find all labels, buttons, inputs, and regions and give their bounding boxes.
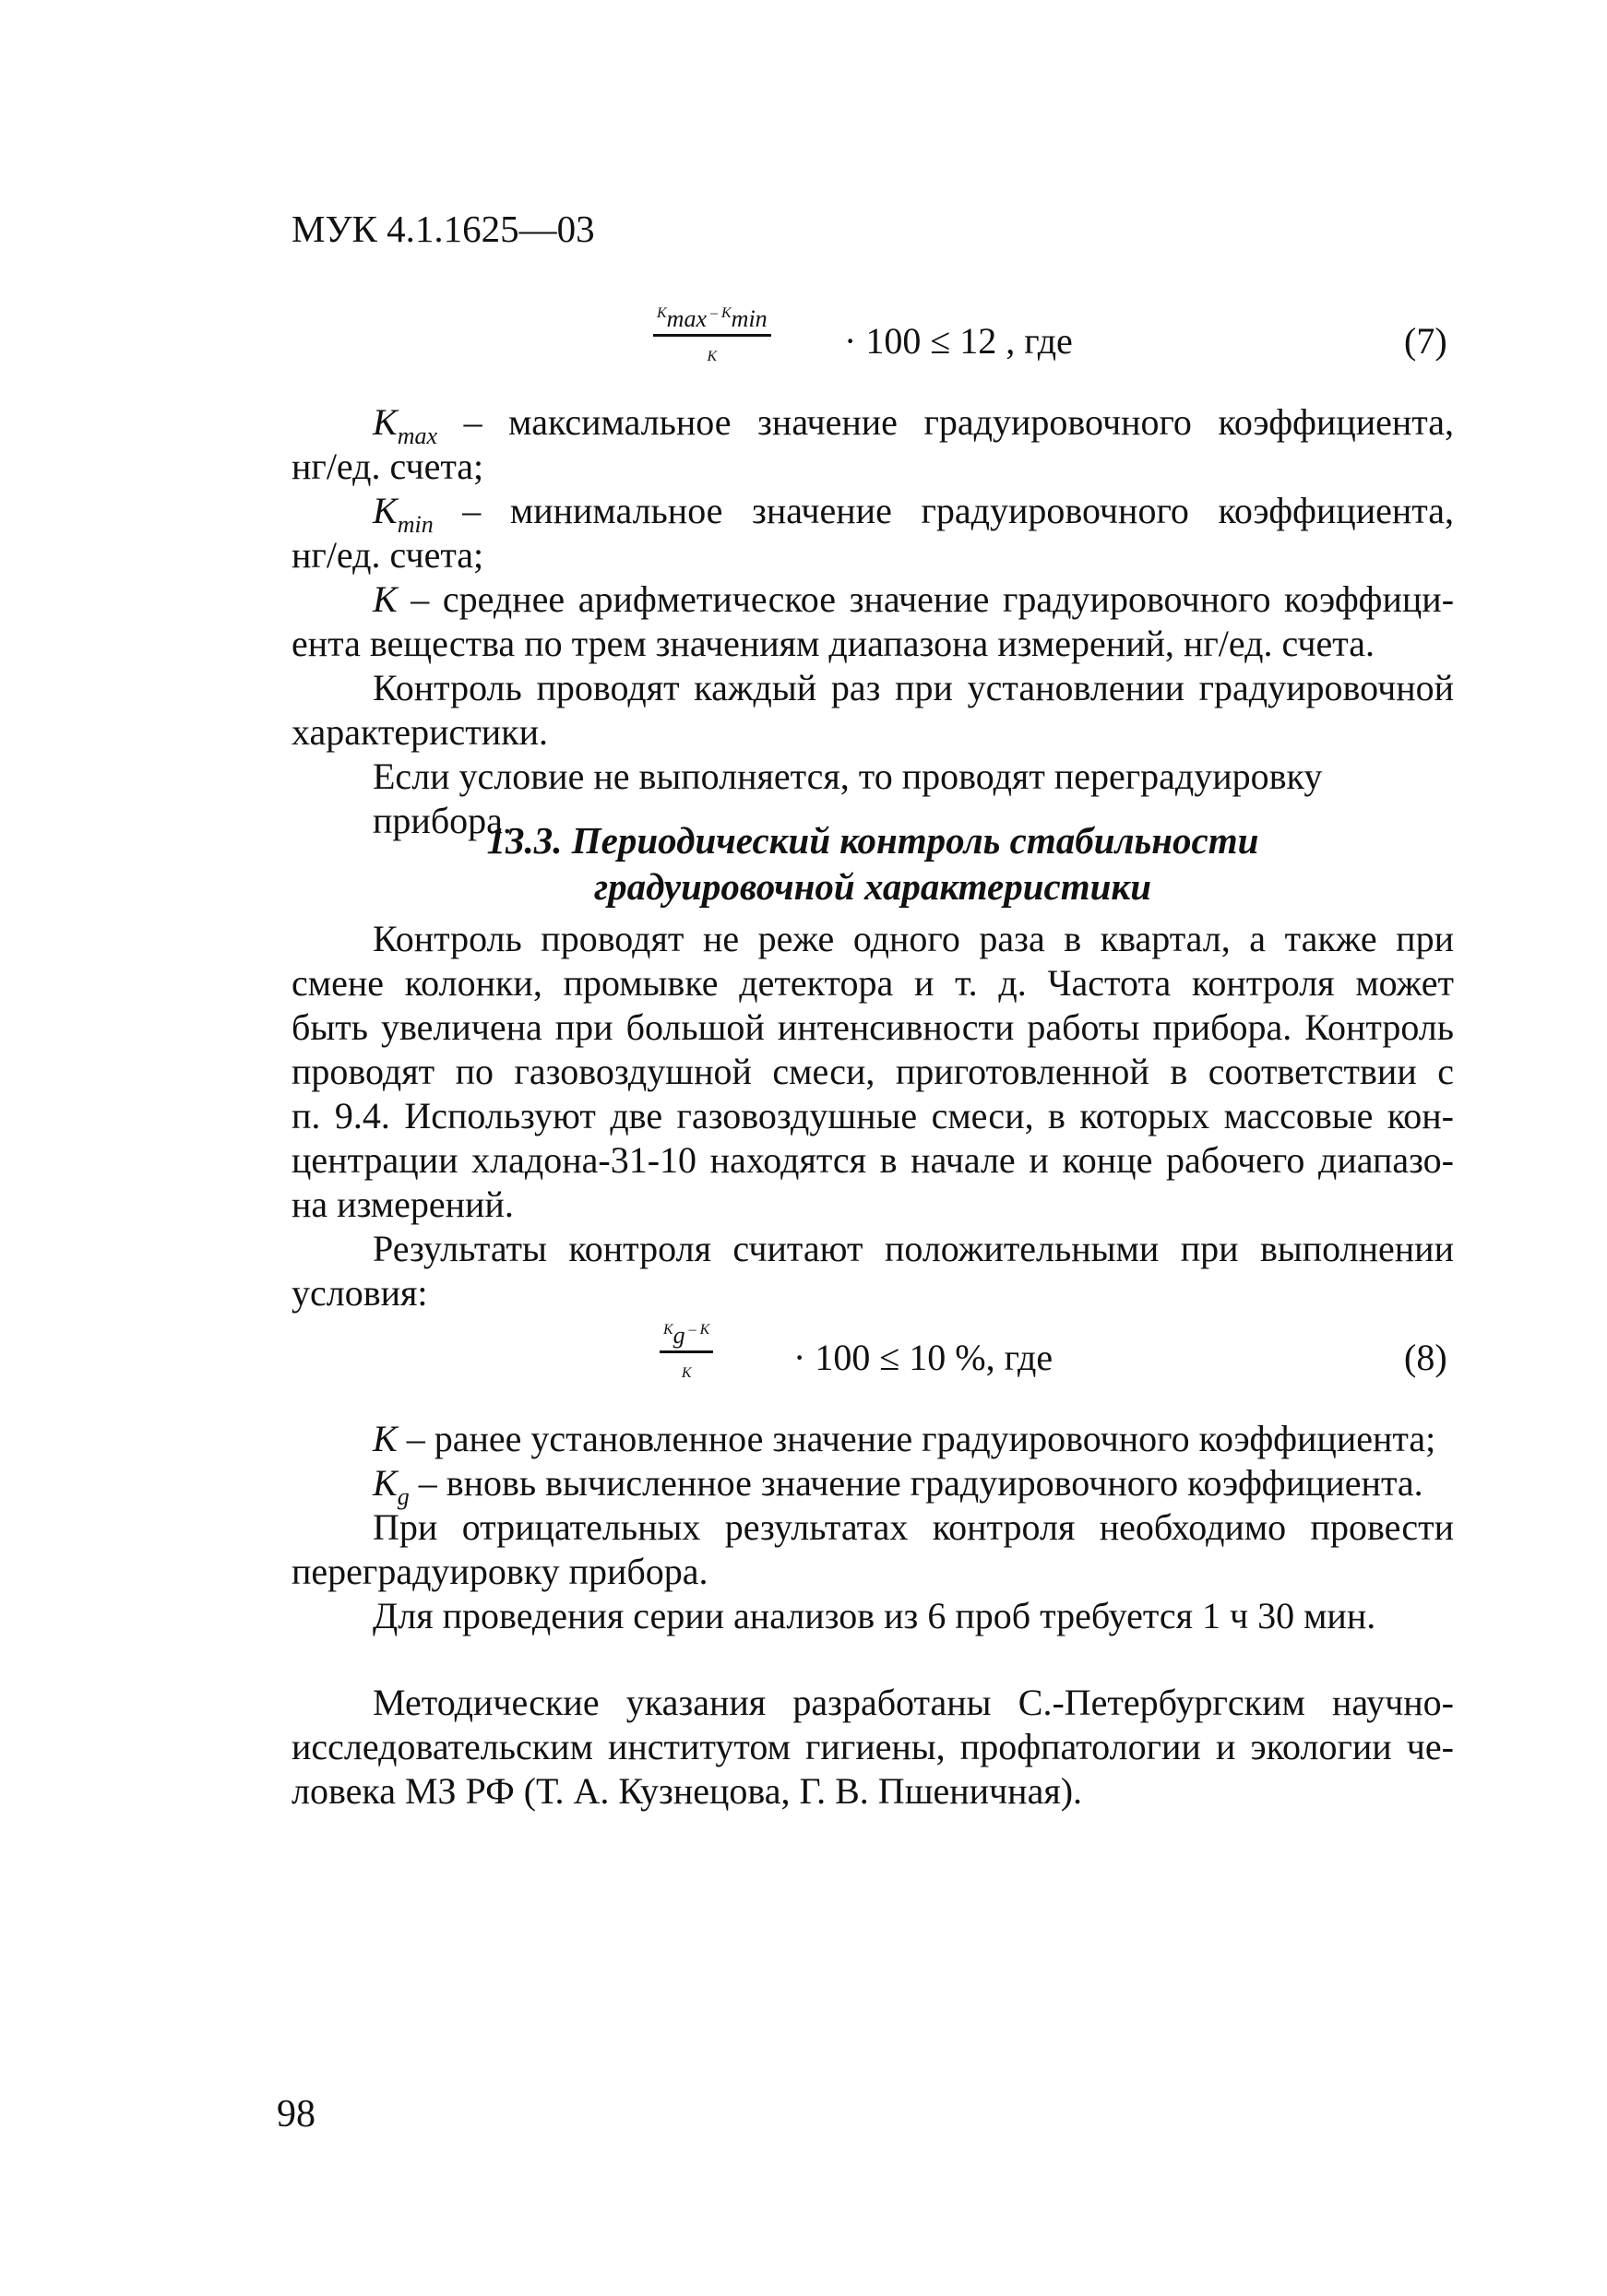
para4-line1: Результаты контроля считают положительными при выполнении (373, 1228, 1454, 1269)
section-heading-line2: градуировочной характеристики (593, 865, 1151, 908)
section-heading-line1: 13.3. Периодический контроль стабильности (486, 819, 1259, 862)
def-kmin-unit: нг/ед. счета; (292, 534, 484, 576)
def-k-line1: K – среднее арифметическое значение градуировочного коэффици- (373, 578, 1455, 620)
formula-8-numerator: $K_g$ – K (660, 1310, 713, 1353)
para4-line2: условия: (292, 1272, 428, 1314)
footer-note-line: ловека МЗ РФ (Т. А. Кузнецова, Г. В. Пшеничная). (292, 1770, 1083, 1812)
page-number: 98 (277, 2093, 315, 2135)
formula-8-fraction (660, 1310, 713, 1394)
formula-8-rhs: · 100 ≤ 10 %, где (793, 1337, 1053, 1378)
formula-7-number: (7) (1404, 320, 1447, 362)
para3-line: п. 9.4. Используют две газовоздушные смеси, в которых массовые кон- (292, 1095, 1454, 1136)
formula-7-rhs: · 100 ≤ 12 , где (844, 320, 1073, 362)
document-code-header: МУК 4.1.1625—03 (292, 208, 595, 250)
para3-line: Контроль проводят не реже одного раза в квартал, а также при (373, 918, 1454, 959)
para2: Если условие не выполняется, то проводят переградуировку прибора. (373, 755, 1323, 841)
footer-note-line: Методические указания разработаны С.-Петербургским научно- (373, 1682, 1454, 1723)
para3-line: центрации хладона-31-10 находятся в начале и конце рабочего диапазо- (292, 1139, 1454, 1181)
def8-kg: $K_g$ – вновь вычисленное значение градуировочного коэффициента. (373, 1462, 1423, 1510)
def-kmax-unit: нг/ед. счета; (292, 446, 484, 487)
def8-k: K – ранее установленное значение градуировочного коэффициента; (373, 1418, 1436, 1459)
footer-note-line: исследовательским институтом гигиены, профпатологии и экологии че- (292, 1726, 1454, 1767)
para5-line2: переградуировку прибора. (292, 1551, 708, 1592)
formula-7-fraction (653, 293, 771, 377)
def-k-line2: ента вещества по трем значениям диапазона измерений, нг/ед. счета. (292, 623, 1375, 664)
para6: Для проведения серии анализов из 6 проб требуется 1 ч 30 мин. (373, 1595, 1376, 1636)
para3-line: смене колонки, промывке детектора и т. д. Частота контроля может (292, 962, 1454, 1004)
def-kmax: $K_{max}$ – максимальное значение градуировочного коэффициента, (373, 401, 1455, 449)
para5-line1: При отрицательных результатах контроля необходимо провести (373, 1506, 1454, 1548)
formula-7-numerator: $K_{max} - K_{min}$ (653, 293, 771, 337)
para3-line: на измерений. (292, 1184, 514, 1225)
para3-line: быть увеличена при большой интенсивности работы прибора. Контроль (292, 1006, 1454, 1048)
formula-8-number: (8) (1404, 1337, 1447, 1378)
def-kmin: $K_{min}$ – минимальное значение градуировочного коэффициента, (373, 490, 1455, 538)
para3-line: проводят по газовоздушной смеси, приготовленной в соответствии с (292, 1051, 1454, 1092)
formula-7-denominator: K (707, 349, 718, 364)
para1-line1: Контроль проводят каждый раз при установлении градуировочной (373, 667, 1454, 708)
formula-8-denominator: K (681, 1365, 692, 1381)
para1-line2: характеристики. (292, 711, 549, 753)
